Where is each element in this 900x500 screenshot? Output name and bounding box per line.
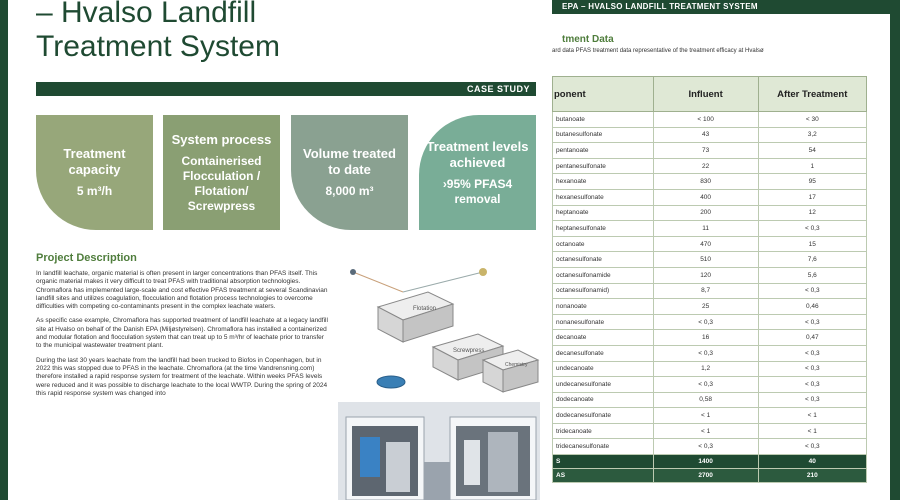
cell-total-after: 40 bbox=[758, 455, 866, 469]
page-gap bbox=[540, 0, 552, 500]
cell-influent: 0,58 bbox=[653, 392, 758, 408]
cell-influent: < 1 bbox=[653, 423, 758, 439]
cell-component: pentanesulfonate bbox=[553, 158, 654, 174]
cell-component: decanoate bbox=[553, 330, 654, 346]
cell-influent: 16 bbox=[653, 330, 758, 346]
card-value: 8,000 m³ bbox=[325, 184, 374, 198]
cell-after-treatment: 0,46 bbox=[758, 299, 866, 315]
volume-treated-card bbox=[291, 115, 408, 230]
card-label: Volume treated to date bbox=[303, 146, 396, 177]
paragraph: As specific case example, Chromaflora has supported treatment of landfill leachate at a legacy landfill site at Hvalso on behalf of the Danish EPA (Miljøstyrelsen). Chromaflora has installed a containerized and modular flotation and flocculation system that can treat up to 5 m³/hr of leachate prior to transfer to the municipal wastewater treatment plant. bbox=[36, 317, 328, 350]
cell-component: dodecanesulfonate bbox=[553, 408, 654, 424]
cell-after-treatment: 17 bbox=[758, 189, 866, 205]
cell-total-label: S bbox=[553, 455, 654, 469]
diagram-label: Chemistry bbox=[505, 362, 528, 368]
cell-influent: 1,2 bbox=[653, 361, 758, 377]
table-row bbox=[553, 345, 867, 361]
cell-after-treatment: < 0,3 bbox=[758, 377, 866, 393]
table-body bbox=[553, 112, 867, 483]
table-row bbox=[553, 221, 867, 237]
cell-component: butanoate bbox=[553, 112, 654, 128]
cell-after-treatment: < 30 bbox=[758, 112, 866, 128]
cell-influent: 25 bbox=[653, 299, 758, 315]
treatment-data-subtitle: ard data PFAS treatment data representative of the treatment efficacy at Hvalsø bbox=[552, 48, 764, 54]
cell-influent: 510 bbox=[653, 252, 758, 268]
cell-after-treatment: 7,6 bbox=[758, 252, 866, 268]
left-page bbox=[8, 0, 540, 500]
card-label: Treatment capacity bbox=[63, 146, 126, 177]
cell-after-treatment: < 0,3 bbox=[758, 314, 866, 330]
project-description-heading: Project Description bbox=[36, 252, 137, 264]
table-row bbox=[553, 439, 867, 455]
table-total-row bbox=[553, 469, 867, 483]
cell-influent: 22 bbox=[653, 158, 758, 174]
cell-after-treatment: < 0,3 bbox=[758, 345, 866, 361]
table-row bbox=[553, 205, 867, 221]
cell-total-label: AS bbox=[553, 469, 654, 483]
table-row bbox=[553, 361, 867, 377]
treatment-capacity-card bbox=[36, 115, 153, 230]
cell-component: octanesulfonamide bbox=[553, 267, 654, 283]
right-edge-bar bbox=[890, 0, 900, 500]
column-header-influent: Influent bbox=[653, 77, 758, 112]
table-row bbox=[553, 143, 867, 159]
table-row bbox=[553, 392, 867, 408]
paragraph: In landfill leachate, organic material is often present in larger concentrations than PFAS itself. This organic material makes it very difficult to treat PFAS with traditional absorption technologies. Chromaflora has implemented large-scale and cost effective PFAS treatment at several Scandinavian landfill sites and utilizes coagulation, flocculation and flotation process technologies to overcome difficulties with competing co-contaminants present in the complex leachate waters. bbox=[36, 270, 328, 311]
right-page bbox=[552, 0, 900, 500]
cell-component: hexanesulfonate bbox=[553, 189, 654, 205]
card-label: Treatment levels achieved bbox=[426, 138, 529, 170]
card-value: 5 m³/h bbox=[76, 184, 113, 198]
cell-component: undecanoate bbox=[553, 361, 654, 377]
cell-influent: < 0,3 bbox=[653, 377, 758, 393]
cell-component: pentanoate bbox=[553, 143, 654, 159]
cell-component: dodecanoate bbox=[553, 392, 654, 408]
cell-after-treatment: < 0,3 bbox=[758, 283, 866, 299]
cell-influent: < 0,3 bbox=[653, 345, 758, 361]
container-photo bbox=[338, 402, 540, 500]
cell-influent: 200 bbox=[653, 205, 758, 221]
cell-influent: 470 bbox=[653, 236, 758, 252]
cell-component: tridecanoate bbox=[553, 423, 654, 439]
cell-after-treatment: 5,6 bbox=[758, 267, 866, 283]
cell-influent: 43 bbox=[653, 127, 758, 143]
cell-component: undecanesulfonate bbox=[553, 377, 654, 393]
cell-total-influent: 1400 bbox=[653, 455, 758, 469]
table-row bbox=[553, 236, 867, 252]
table-row bbox=[553, 377, 867, 393]
cell-after-treatment: < 0,3 bbox=[758, 221, 866, 237]
cell-component: heptanoate bbox=[553, 205, 654, 221]
table-row bbox=[553, 252, 867, 268]
table-row bbox=[553, 408, 867, 424]
document-title bbox=[36, 0, 280, 64]
card-label: System process bbox=[171, 131, 272, 147]
card-value: ›95% PFAS4 removal bbox=[442, 176, 513, 206]
table-row bbox=[553, 299, 867, 315]
cell-influent: < 0,3 bbox=[653, 314, 758, 330]
cell-influent: 73 bbox=[653, 143, 758, 159]
cell-component: heptanesulfonate bbox=[553, 221, 654, 237]
cell-after-treatment: < 0,3 bbox=[758, 392, 866, 408]
cell-component: tridecanesulfonate bbox=[553, 439, 654, 455]
cell-component: decanesulfonate bbox=[553, 345, 654, 361]
container-flotation bbox=[378, 292, 453, 342]
diagram-label: Flotation bbox=[413, 306, 437, 312]
cell-influent: < 100 bbox=[653, 112, 758, 128]
left-edge-bar bbox=[0, 0, 8, 500]
cell-after-treatment: < 0,3 bbox=[758, 439, 866, 455]
project-description-body bbox=[36, 270, 328, 404]
column-header-after-treatment: After Treatment bbox=[758, 77, 866, 112]
cell-component: octanesulfonate bbox=[553, 252, 654, 268]
cell-after-treatment: 1 bbox=[758, 158, 866, 174]
card-value: Containerised Flocculation / Flotation/ Screwpress bbox=[181, 153, 262, 213]
table-row bbox=[553, 267, 867, 283]
right-page-header: EPA – HVALSO LANDFILL TREATMENT SYSTEM bbox=[552, 0, 900, 14]
cell-influent: 11 bbox=[653, 221, 758, 237]
cell-component: butanesulfonate bbox=[553, 127, 654, 143]
table-row bbox=[553, 330, 867, 346]
cell-total-influent: 2700 bbox=[653, 469, 758, 483]
table-header-row bbox=[553, 77, 867, 112]
diagram-label: Screwpress bbox=[453, 348, 485, 354]
table-row bbox=[553, 283, 867, 299]
title-line-2: Treatment System bbox=[36, 30, 280, 63]
cell-total-after: 210 bbox=[758, 469, 866, 483]
cell-influent: < 1 bbox=[653, 408, 758, 424]
cell-after-treatment: 0,47 bbox=[758, 330, 866, 346]
cell-component: nonanoate bbox=[553, 299, 654, 315]
cell-influent: 120 bbox=[653, 267, 758, 283]
cell-influent: 400 bbox=[653, 189, 758, 205]
treatment-levels-card bbox=[419, 115, 536, 230]
cell-after-treatment: 12 bbox=[758, 205, 866, 221]
table-row bbox=[553, 127, 867, 143]
paragraph: During the last 30 years leachate from the landfill had been trucked to Biofos in Copenhagen, but in 2022 this was stopped due to PFAS in the leachate. Chromaflora (at the time Vandrensning.com) therefore installed a rapid response system for treatment of the leachate. Within weeks PFAS levels were reduced and it was possible to discharge leachate to the local WWTP. During the spring of 2024 this rapid response system was changed into bbox=[36, 356, 328, 397]
cell-after-treatment: < 0,3 bbox=[758, 361, 866, 377]
cell-after-treatment: 95 bbox=[758, 174, 866, 190]
table-row bbox=[553, 189, 867, 205]
cell-component: octanesulfonamid) bbox=[553, 283, 654, 299]
cell-component: hexanoate bbox=[553, 174, 654, 190]
table-row bbox=[553, 158, 867, 174]
table-row bbox=[553, 423, 867, 439]
cell-after-treatment: 15 bbox=[758, 236, 866, 252]
cell-after-treatment: < 1 bbox=[758, 423, 866, 439]
treatment-data-table bbox=[552, 76, 867, 483]
table-row bbox=[553, 314, 867, 330]
treatment-data-heading: tment Data bbox=[562, 34, 614, 45]
cell-influent: < 0,3 bbox=[653, 439, 758, 455]
table-row bbox=[553, 174, 867, 190]
cell-after-treatment: 3,2 bbox=[758, 127, 866, 143]
cell-component: nonanesulfonate bbox=[553, 314, 654, 330]
case-study-bar: CASE STUDY bbox=[36, 82, 536, 96]
cell-component: octanoate bbox=[553, 236, 654, 252]
process-diagram-illustration bbox=[333, 262, 540, 397]
system-process-card bbox=[163, 115, 280, 230]
cell-after-treatment: 54 bbox=[758, 143, 866, 159]
table-total-row bbox=[553, 455, 867, 469]
column-header-component: ponent bbox=[553, 77, 654, 112]
cell-influent: 830 bbox=[653, 174, 758, 190]
table-row bbox=[553, 112, 867, 128]
title-line-1: – Hvalso Landfill bbox=[36, 0, 257, 29]
cell-after-treatment: < 1 bbox=[758, 408, 866, 424]
cell-influent: 8,7 bbox=[653, 283, 758, 299]
